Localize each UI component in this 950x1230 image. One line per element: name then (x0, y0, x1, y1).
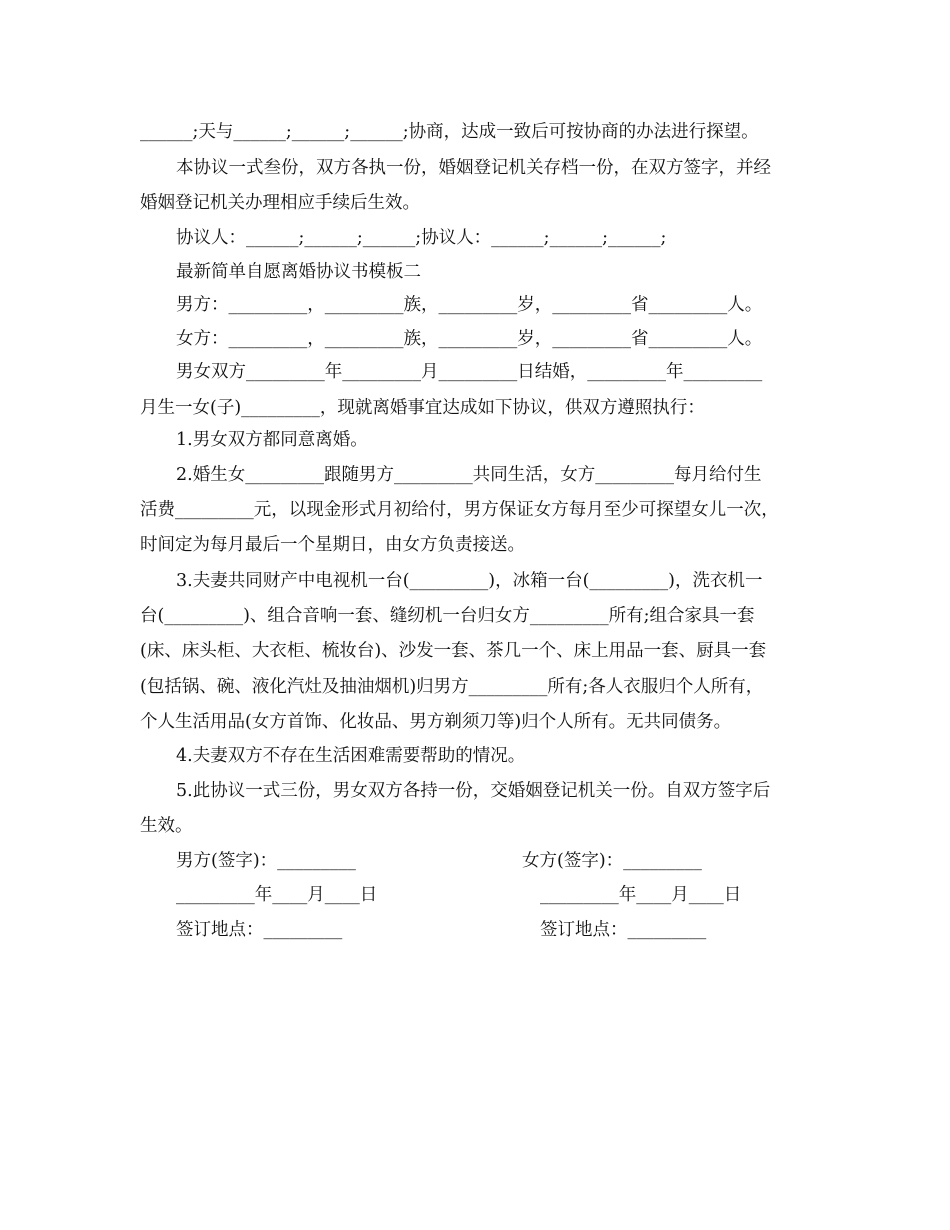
section-title: 最新简单自愿离婚协议书模板二 (176, 262, 421, 282)
female-signature: 女方(签字)：_________ (522, 851, 702, 871)
paragraph-line: 活费_________元，以现金形式月初给付，男方保证女方每月至少可探望女儿一次， (140, 500, 779, 520)
signatories-line: 协议人：______;______;______;协议人：______;______;______; (176, 228, 667, 248)
paragraph-line: 男女双方_________年_________月_________日结婚，_________年_________ (176, 362, 763, 382)
male-signing-place: 签订地点：_________ (176, 920, 343, 940)
female-signing-place: 签订地点：_________ (540, 920, 707, 940)
clause-2: 2.婚生女_________跟随男方_________共同生活，女方_________每月给付生 (176, 465, 762, 485)
paragraph-line: 生效。 (140, 816, 193, 836)
paragraph-line: 婚姻登记机关办理相应手续后生效。 (140, 193, 420, 213)
paragraph-line: (包括锅、碗、液化汽灶及抽油烟机)归男方_________所有;各人衣服归个人所有， (140, 677, 764, 697)
paragraph-line: 本协议一式叁份，双方各执一份，婚姻登记机关存档一份，在双方签字，并经 (176, 158, 771, 178)
male-signature: 男方(签字)：_________ (176, 851, 356, 871)
clause-3: 3.夫妻共同财产中电视机一台(_________)，冰箱一台(_________)，洗衣机一 (176, 571, 763, 591)
paragraph-line: 月生一女(子)_________，现就离婚事宜达成如下协议，供双方遵照执行： (140, 398, 705, 418)
male-party-line: 男方：_________，_________族，_________岁，_________省_________人。 (176, 295, 763, 315)
clause-5: 5.此协议一式三份，男女双方各持一份，交婚姻登记机关一份。自双方签字后 (176, 781, 771, 801)
paragraph-line: 台(_________)、组合音响一套、缝纫机一台归女方_________所有;组合家具一套 (140, 606, 755, 626)
paragraph-line: 个人生活用品(女方首饰、化妆品、男方剃须刀等)归个人所有。无共同债务。 (140, 712, 732, 732)
male-signature-date: _________年____月____日 (176, 885, 378, 905)
clause-1: 1.男女双方都同意离婚。 (176, 430, 368, 450)
paragraph-line: ______;天与______;______;______;协商，达成一致后可按协商的办法进行探望。 (140, 122, 759, 142)
paragraph-line: (床、床头柜、大衣柜、梳妆台)、沙发一套、茶几一个、床上用品一套、厨具一套 (140, 641, 767, 661)
clause-4: 4.夫妻双方不存在生活困难需要帮助的情况。 (176, 746, 526, 766)
paragraph-line: 时间定为每月最后一个星期日，由女方负责接送。 (140, 535, 525, 555)
female-party-line: 女方：_________，_________族，_________岁，_________省_________人。 (176, 329, 763, 349)
female-signature-date: _________年____月____日 (540, 885, 742, 905)
